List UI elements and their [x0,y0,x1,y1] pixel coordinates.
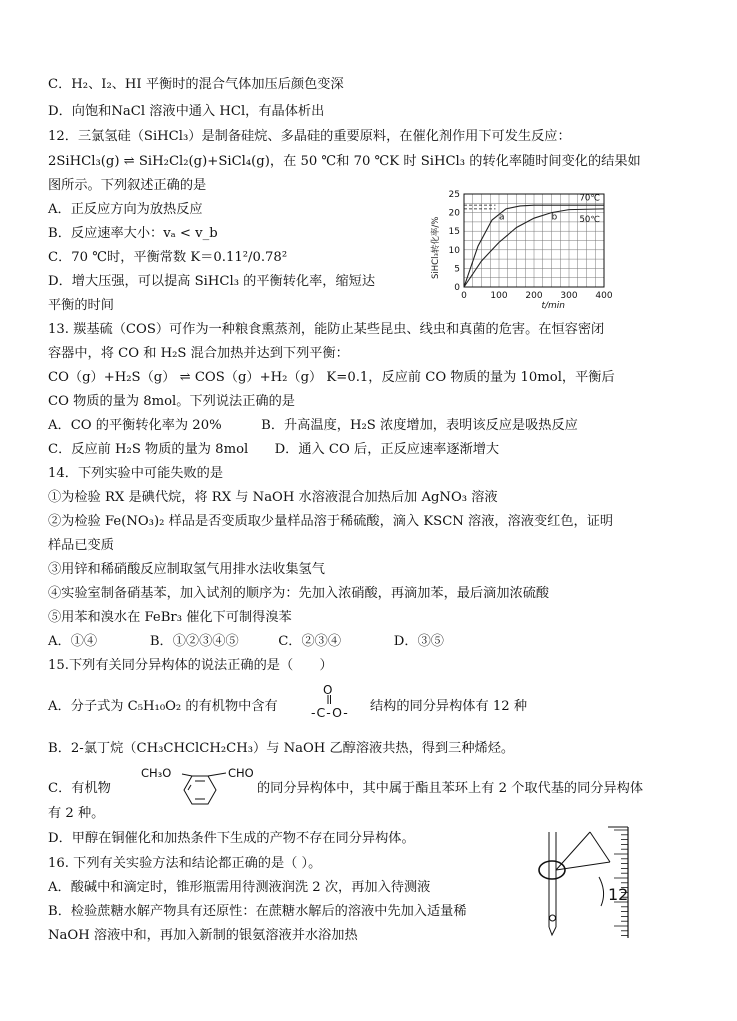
question-12-cont: 图所示。下列叙述正确的是 [48,178,207,193]
option-a-q16: A．酸碱中和滴定时，锥形瓶需用待测液润洗 2 次，再加入待测液 [48,880,431,895]
option-a-q15: A．分子式为 C₅H₁₀O₂ 的有机物中含有 [48,699,278,714]
point-label-a: a [499,212,505,223]
y-tick-label: 20 [448,208,460,219]
option-b-q15: B．2-氯丁烷（CH₃CHClCH₂CH₃）与 NaOH 乙醇溶液共热，得到三种烯烃。 [48,741,515,756]
option-a-q15-cont: 结构的同分异构体有 12 种 [370,699,528,714]
item-2-q14: ②为检验 Fe(NO₃)₂ 样品是否变质取少量样品溶于稀硫酸，滴入 KSCN 溶液，溶液变红色，证明 [48,514,614,529]
item-4-q14: ④实验室制备硝基苯，加入试剂的顺序为：先加入浓硝酸，再滴加苯，最后滴加浓硫酸 [48,586,550,601]
methoxy-label: CH₃O [141,766,172,780]
conversion-rate-chart [428,185,630,310]
option-d-q12: D．增大压强，可以提高 SiHCl₃ 的平衡转化率，缩短达 [48,274,376,289]
chart-dashed-levels [464,205,496,209]
option-c-q15-cont: 的同分异构体中，其中属于酯且苯环上有 2 个取代基的同分异构体 [257,781,644,796]
options-ab-q13: A．CO 的平衡转化率为 20% B．升高温度，H₂S 浓度增加，表明该反应是吸热反应 [48,418,578,433]
option-b-q16-cont: NaOH 溶液中和，再加入新制的银氨溶液并水浴加热 [48,928,358,943]
equilibrium-13: CO（g）+H₂S（g） ⇌ COS（g）+H₂（g） K=0.1，反应前 CO 物质的量为 10mol，平衡后 [48,370,615,385]
chart-grid [464,194,604,287]
item-1-q14: ①为检验 RX 是碘代烷，将 RX 与 NaOH 水溶液混合加热后加 AgNO₃ 溶液 [48,490,498,505]
x-tick-label: 400 [595,291,613,301]
item-2-q14-cont: 样品已变质 [48,538,114,553]
option-c-q12: C．70 ℃时，平衡常数 K＝0.11²/0.78² [48,250,288,265]
burette-reading-label: 12 [608,885,629,904]
question-13: 13. 羰基硫（COS）可作为一种粮食熏蒸剂，能防止某些昆虫、线虫和真菌的危害。在恒容密闭 [48,322,605,337]
option-d-q15: D．甲醇在铜催化和加热条件下生成的产物不存在同分异构体。 [48,831,415,846]
y-tick-label: 10 [448,245,460,256]
point-label-b: b [551,212,558,223]
question-15: 15.下列有关同分异构体的说法正确的是（ ） [48,658,333,673]
aldehyde-label: CHO [228,766,254,780]
option-b-q12: B．反应速率大小：vₐ < v_b [48,226,218,241]
question-12: 12．三氯氢硅（SiHCl₃）是制备硅烷、多晶硅的重要原料，在催化剂作用下可发生反应： [48,129,571,144]
question-14: 14．下列实验中可能失败的是 [48,466,224,481]
option-a-q12: A．正反应方向为放热反应 [48,202,203,217]
ester-carbonyl-o: O [323,683,333,697]
ruler-ticks [614,830,628,936]
option-b-q16: B．检验蔗糖水解产物具有还原性：在蔗糖水解后的溶液中先加入适量稀 [48,904,467,919]
options-cd-q13: C．反应前 H₂S 物质的量为 8mol D．通入 CO 后，正反应速率逐渐增大 [48,442,500,457]
y-tick-label: 25 [448,190,460,200]
y-tick-label: 5 [454,264,460,275]
x-tick-label: 100 [490,291,508,301]
item-5-q14: ⑤用苯和溴水在 FeBr₃ 催化下可制得溴苯 [48,610,292,625]
ester-group: -C-O- [311,705,349,720]
y-tick-label: 15 [448,227,460,238]
series-label-70c: 70℃ [579,193,600,204]
burette-figure [535,822,647,942]
benzene-ring-icon [168,770,234,810]
question-13-cont: 容器中，将 CO 和 H₂S 混合加热并达到下列平衡： [48,346,349,361]
item-3-q14: ③用锌和稀硝酸反应制取氢气用排水法收集氢气 [48,562,325,577]
option-c-q15-cont2: 有 2 种。 [48,806,105,821]
options-q14: A．①④ B．①②③④⑤ C．②③④ D．③⑤ [48,634,444,649]
x-tick-label: 300 [560,291,578,301]
question-16: 16. 下列有关实验方法和结论都正确的是（ ）。 [48,856,322,871]
x-tick-label: 200 [525,291,543,301]
option-d-q11: D．向饱和NaCl 溶液中通入 HCl，有晶体析出 [48,104,325,119]
question-13-cont2: CO 物质的量为 8mol。下列说法正确的是 [48,394,295,409]
carbonyl-bond-icon [326,695,332,705]
series-label-50c: 50℃ [579,214,600,225]
option-c-q15: C．有机物 [48,781,111,796]
y-axis-label: SiHCl₃转化率/% [431,216,441,279]
option-c-q11: C．H₂、I₂、HI 平衡时的混合气体加压后颜色变深 [48,77,344,92]
x-tick-label: 0 [461,291,467,301]
reaction-equation-12: 2SiHCl₃(g) ⇌ SiH₂Cl₂(g)+SiCl₄(g)，在 50 ℃和 70 ℃K 时 SiHCl₃ 的转化率随时间变化的结果如 [48,154,641,169]
option-d-q12-cont: 平衡的时间 [48,298,114,313]
y-tick-label: 0 [454,283,460,293]
x-axis-label: t/min [541,301,566,310]
